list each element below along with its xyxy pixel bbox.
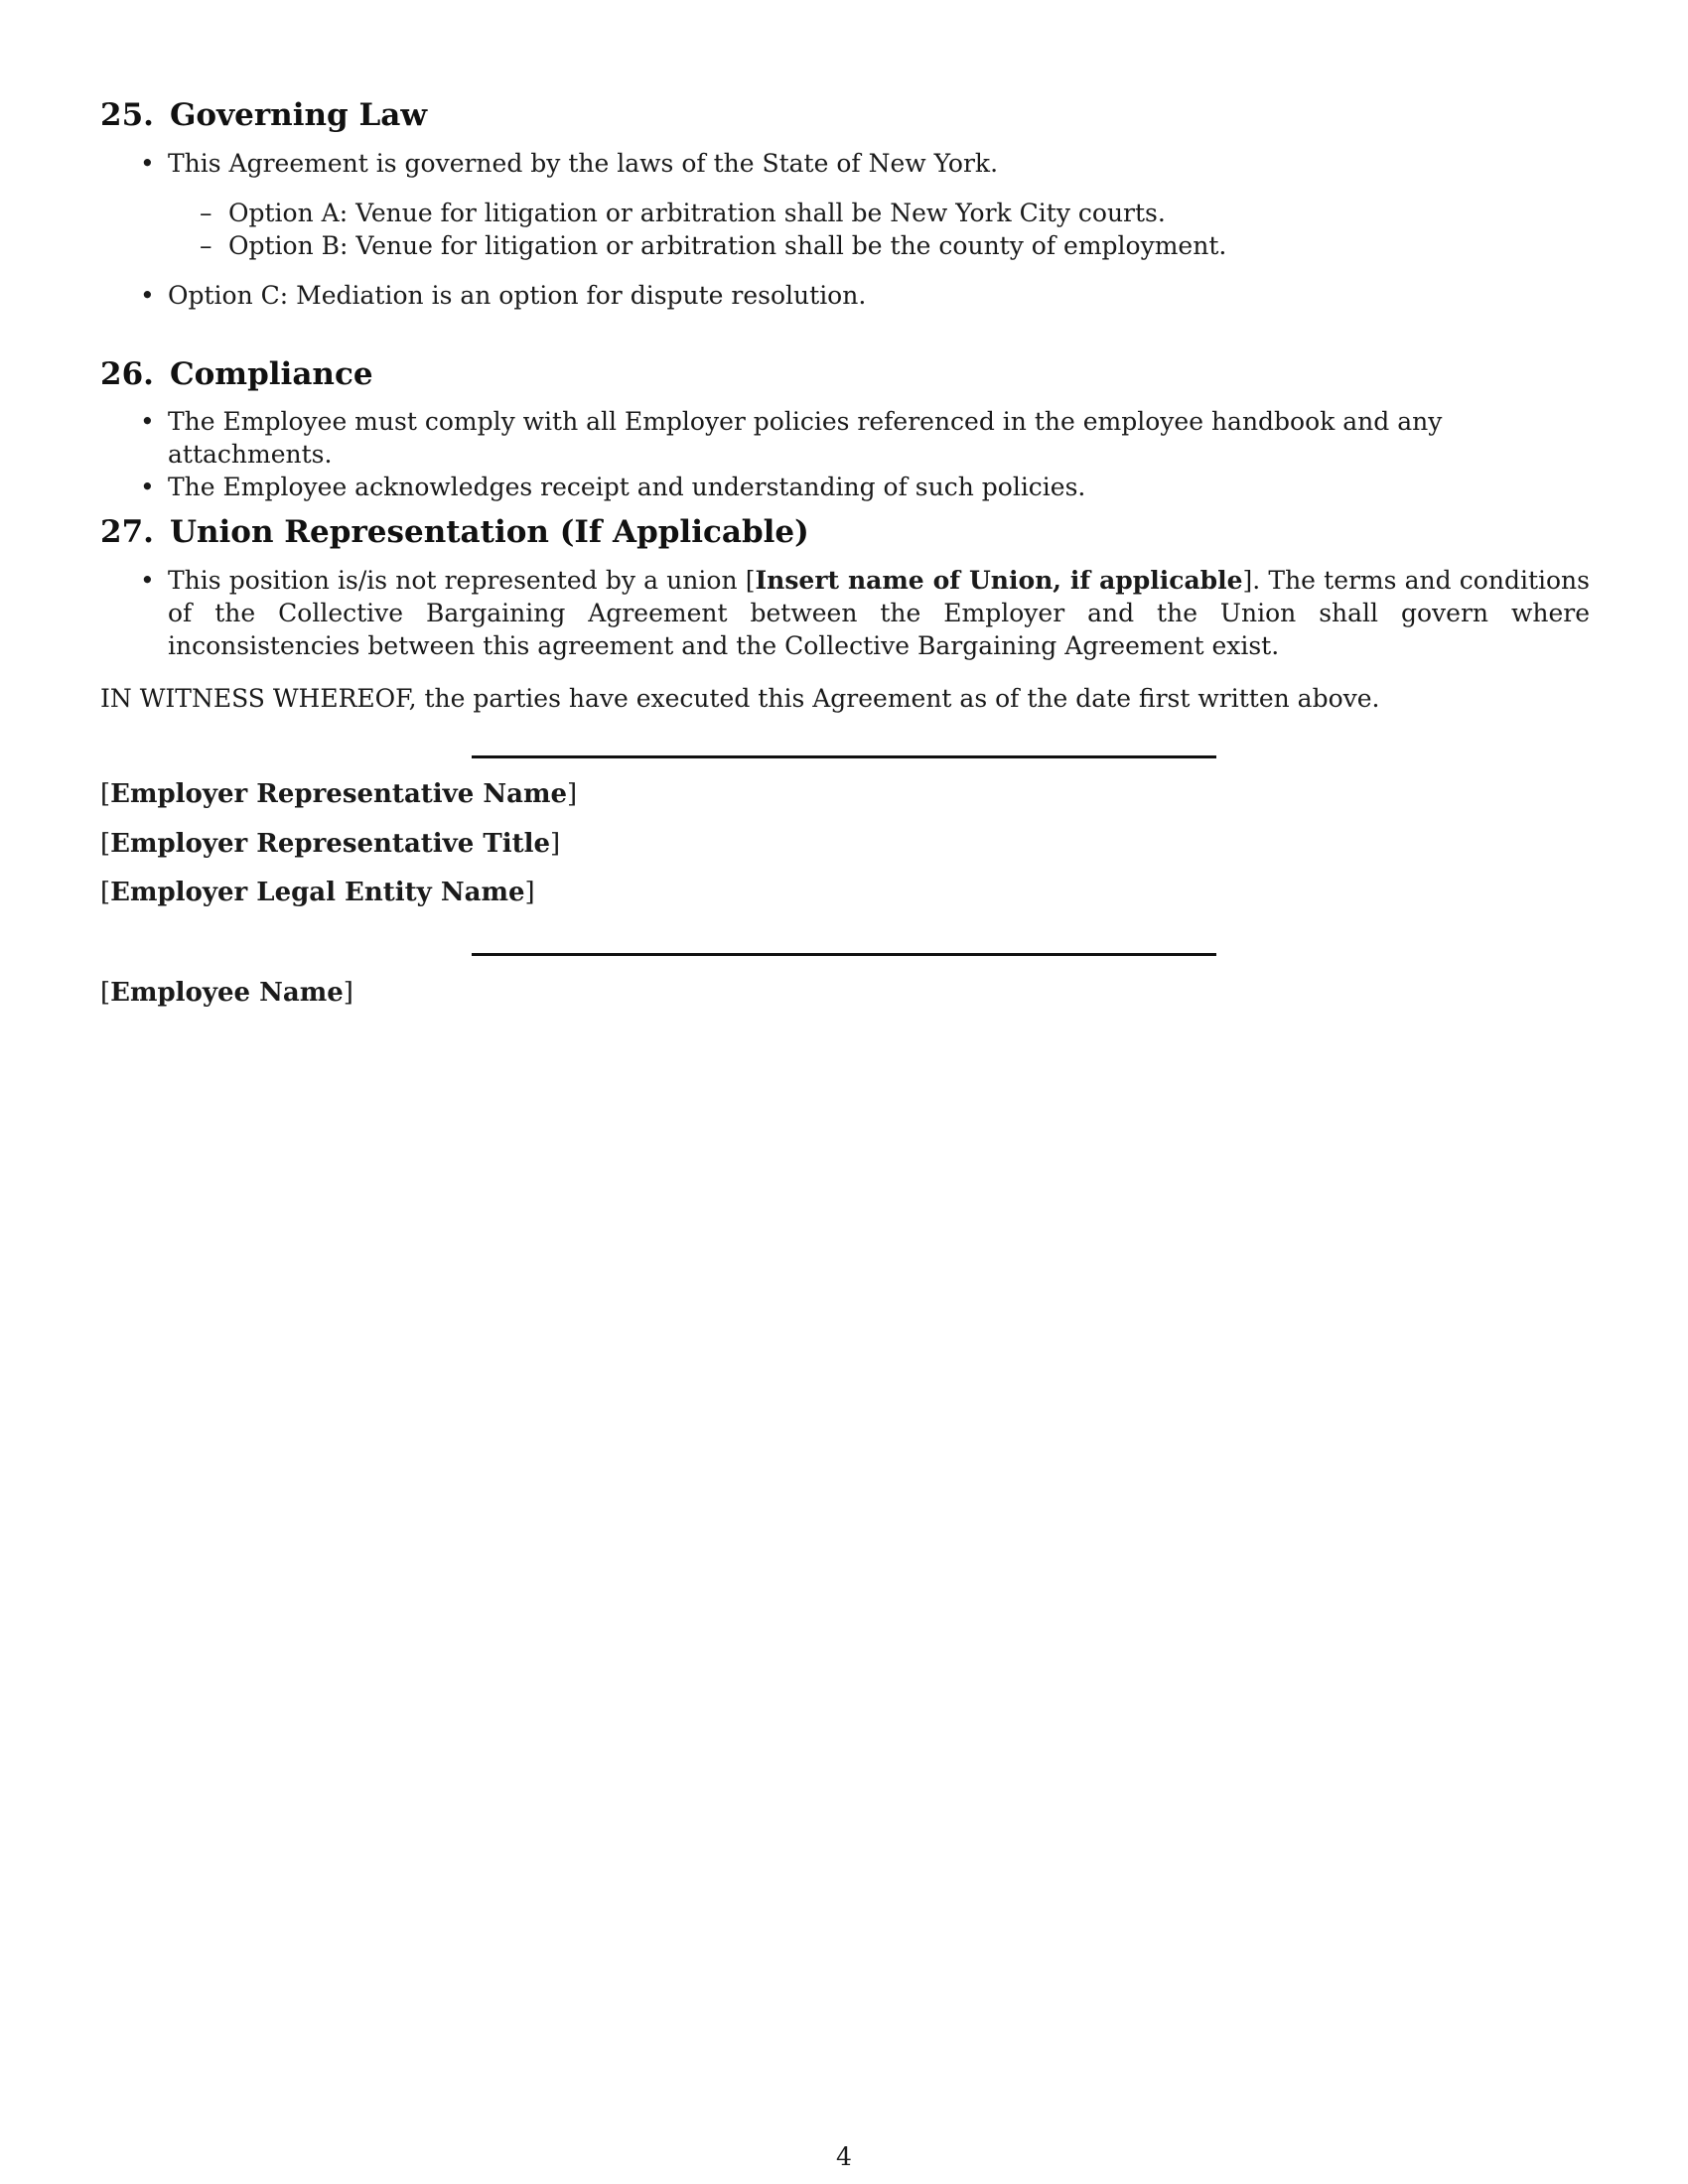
section-title: Union Representation (If Applicable) xyxy=(169,514,809,550)
employee-name-text: Employee Name xyxy=(110,978,344,1008)
list-item xyxy=(100,279,1590,312)
list-item xyxy=(100,471,1590,503)
sub-list-item-text: Option B: Venue for litigation or arbitration shall be the county of employment. xyxy=(228,231,1227,260)
section-26-list xyxy=(100,405,1590,503)
section-26-heading xyxy=(100,354,373,394)
section-number: 26. xyxy=(100,356,154,392)
dash-icon: – xyxy=(200,199,212,227)
section-number: 25. xyxy=(100,97,154,133)
employer-entity-name: [Employer Legal Entity Name] xyxy=(100,878,535,907)
list-item-text-pre: This position is/is not represented by a union [ xyxy=(168,566,756,595)
section-title: Governing Law xyxy=(169,97,428,133)
section-25-heading xyxy=(100,95,427,135)
sub-list-item-text: Option A: Venue for litigation or arbitration shall be New York City courts. xyxy=(228,199,1166,227)
section-title: Compliance xyxy=(169,356,373,392)
bullet-icon: • xyxy=(140,281,155,310)
sub-list-item xyxy=(168,197,1590,229)
section-25-list-2 xyxy=(100,279,1590,312)
list-item xyxy=(100,564,1590,662)
union-name-placeholder: Insert name of Union, if applicable xyxy=(755,566,1243,595)
section-27-heading xyxy=(100,512,809,552)
bullet-icon: • xyxy=(140,566,155,595)
dash-icon: – xyxy=(200,231,212,260)
list-item-text: Option C: Mediation is an option for dispute resolution. xyxy=(168,281,867,310)
section-25-list xyxy=(100,147,1590,180)
section-27-list xyxy=(100,564,1590,662)
employee-signature-line[interactable] xyxy=(472,953,1216,956)
bullet-icon: • xyxy=(140,407,155,436)
employer-rep-name: [Employer Representative Name] xyxy=(100,779,578,809)
page-number: 4 xyxy=(836,2142,852,2171)
section-25-sublist xyxy=(168,197,1590,262)
list-item-text: The Employee acknowledges receipt and understanding of such policies. xyxy=(168,473,1086,501)
employer-rep-title-text: Employer Representative Title xyxy=(110,829,551,859)
employer-entity-name-text: Employer Legal Entity Name xyxy=(110,878,525,907)
list-item-text-post: ]. The terms and conditions of the Collective Bargaining Agreement between the Employer and the Union shall govern where inconsistencies between this agreement and the Collective Bargaining Agreement exist. xyxy=(168,566,1590,660)
bullet-icon: • xyxy=(140,149,155,178)
bullet-icon: • xyxy=(140,473,155,501)
section-number: 27. xyxy=(100,514,154,550)
employee-name: [Employee Name] xyxy=(100,978,353,1008)
list-item-text: The Employee must comply with all Employer policies referenced in the employee handbook and any attachments. xyxy=(168,407,1443,469)
employer-rep-name-text: Employer Representative Name xyxy=(110,779,568,809)
employer-rep-title: [Employer Representative Title] xyxy=(100,829,561,859)
list-item xyxy=(100,147,1590,180)
witness-clause: IN WITNESS WHEREOF, the parties have executed this Agreement as of the date first written above. xyxy=(100,684,1380,713)
list-item-text: This Agreement is governed by the laws of the State of New York. xyxy=(168,149,999,178)
list-item xyxy=(100,405,1590,471)
employer-signature-line[interactable] xyxy=(472,755,1216,758)
sub-list-item xyxy=(168,229,1590,262)
